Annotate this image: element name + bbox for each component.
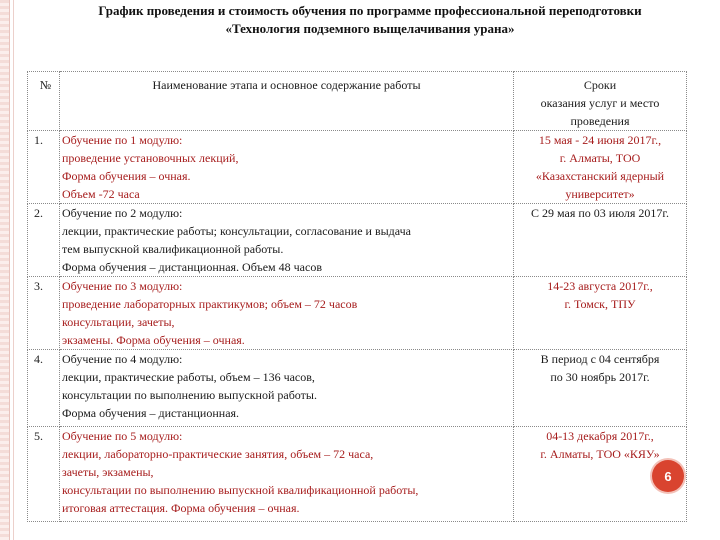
- table-header-row: [28, 72, 687, 131]
- desc-line: Форма обучения – дистанционная. Объем 48 часов: [62, 260, 322, 274]
- row-num: 2.: [28, 204, 60, 277]
- header-time-line: Сроки: [583, 78, 617, 92]
- title-line-1: График проведения и стоимость обучения по программе профессиональной переподготовки: [98, 3, 642, 18]
- left-decorative-line: [13, 0, 14, 540]
- desc-line: проведение установочных лекций,: [62, 151, 239, 165]
- desc-line: Форма обучения – очная.: [62, 169, 191, 183]
- desc-line: Обучение по 4 модулю:: [62, 352, 183, 366]
- table-row: [28, 427, 687, 522]
- time-line: университет»: [565, 187, 635, 201]
- time-line: 14-23 августа 2017г.,: [547, 279, 653, 293]
- desc-line: лекции, лабораторно-практические занятия, объем – 72 часа,: [62, 447, 374, 461]
- time-line: 04-13 декабря 2017г.,: [546, 429, 654, 443]
- table-row: [28, 350, 687, 427]
- row-num: 1.: [28, 131, 60, 204]
- time-line: 15 мая - 24 июня 2017г.,: [538, 133, 662, 147]
- desc-line: консультации по выполнению выпускной работы.: [62, 388, 317, 402]
- row-time: [514, 350, 687, 427]
- table-row: [28, 131, 687, 204]
- desc-line: Объем -72 часа: [62, 187, 140, 201]
- desc-line: Обучение по 2 модулю:: [62, 206, 183, 220]
- header-num: №: [28, 72, 60, 131]
- table-row: [28, 277, 687, 350]
- title-line-2: «Технология подземного выщелачивания урана»: [225, 21, 515, 36]
- time-line: «Казахстанский ядерный: [535, 169, 665, 183]
- row-desc: [60, 350, 514, 427]
- page-number-badge: 6: [652, 460, 684, 492]
- header-time-line: проведения: [570, 114, 630, 128]
- time-line: В период с 04 сентября: [540, 352, 660, 366]
- desc-line: лекции, практические работы; консультации, согласование и выдача: [62, 224, 411, 238]
- row-num: 4.: [28, 350, 60, 427]
- time-line: г. Алматы, ТОО «КЯУ»: [540, 447, 660, 461]
- row-time: [514, 131, 687, 204]
- desc-line: итоговая аттестация. Форма обучения – очная.: [62, 501, 300, 515]
- desc-line: Обучение по 5 модулю:: [62, 429, 183, 443]
- left-decorative-band: [0, 0, 10, 540]
- desc-line: консультации, зачеты,: [62, 315, 175, 329]
- desc-line: Обучение по 1 модулю:: [62, 133, 183, 147]
- row-num: 3.: [28, 277, 60, 350]
- desc-line: проведение лабораторных практикумов; объем – 72 часов: [62, 297, 358, 311]
- desc-line: тем выпускной квалификационной работы.: [62, 242, 284, 256]
- header-desc: Наименование этапа и основное содержание работы: [60, 72, 514, 131]
- desc-line: Обучение по 3 модулю:: [62, 279, 183, 293]
- row-time: [514, 277, 687, 350]
- desc-line: зачеты, экзамены,: [62, 465, 154, 479]
- time-line: по 30 ноябрь 2017г.: [550, 370, 650, 384]
- time-line: С 29 мая по 03 июля 2017г.: [531, 206, 669, 220]
- header-time-line: оказания услуг и место: [540, 96, 660, 110]
- time-line: г. Томск, ТПУ: [564, 297, 636, 311]
- time-line: г. Алматы, ТОО: [559, 151, 641, 165]
- row-desc: [60, 277, 514, 350]
- desc-line: лекции, практические работы, объем – 136 часов,: [62, 370, 315, 384]
- table-row: [28, 204, 687, 277]
- row-time: [514, 204, 687, 277]
- header-time: [514, 72, 687, 131]
- row-desc: [60, 427, 514, 522]
- row-desc: [60, 131, 514, 204]
- schedule-table: [27, 71, 687, 522]
- row-desc: [60, 204, 514, 277]
- page-title: [30, 2, 710, 38]
- desc-line: экзамены. Форма обучения – очная.: [62, 333, 245, 347]
- desc-line: консультации по выполнению выпускной квалификационной работы,: [62, 483, 419, 497]
- row-num: 5.: [28, 427, 60, 522]
- desc-line: Форма обучения – дистанционная.: [62, 406, 240, 420]
